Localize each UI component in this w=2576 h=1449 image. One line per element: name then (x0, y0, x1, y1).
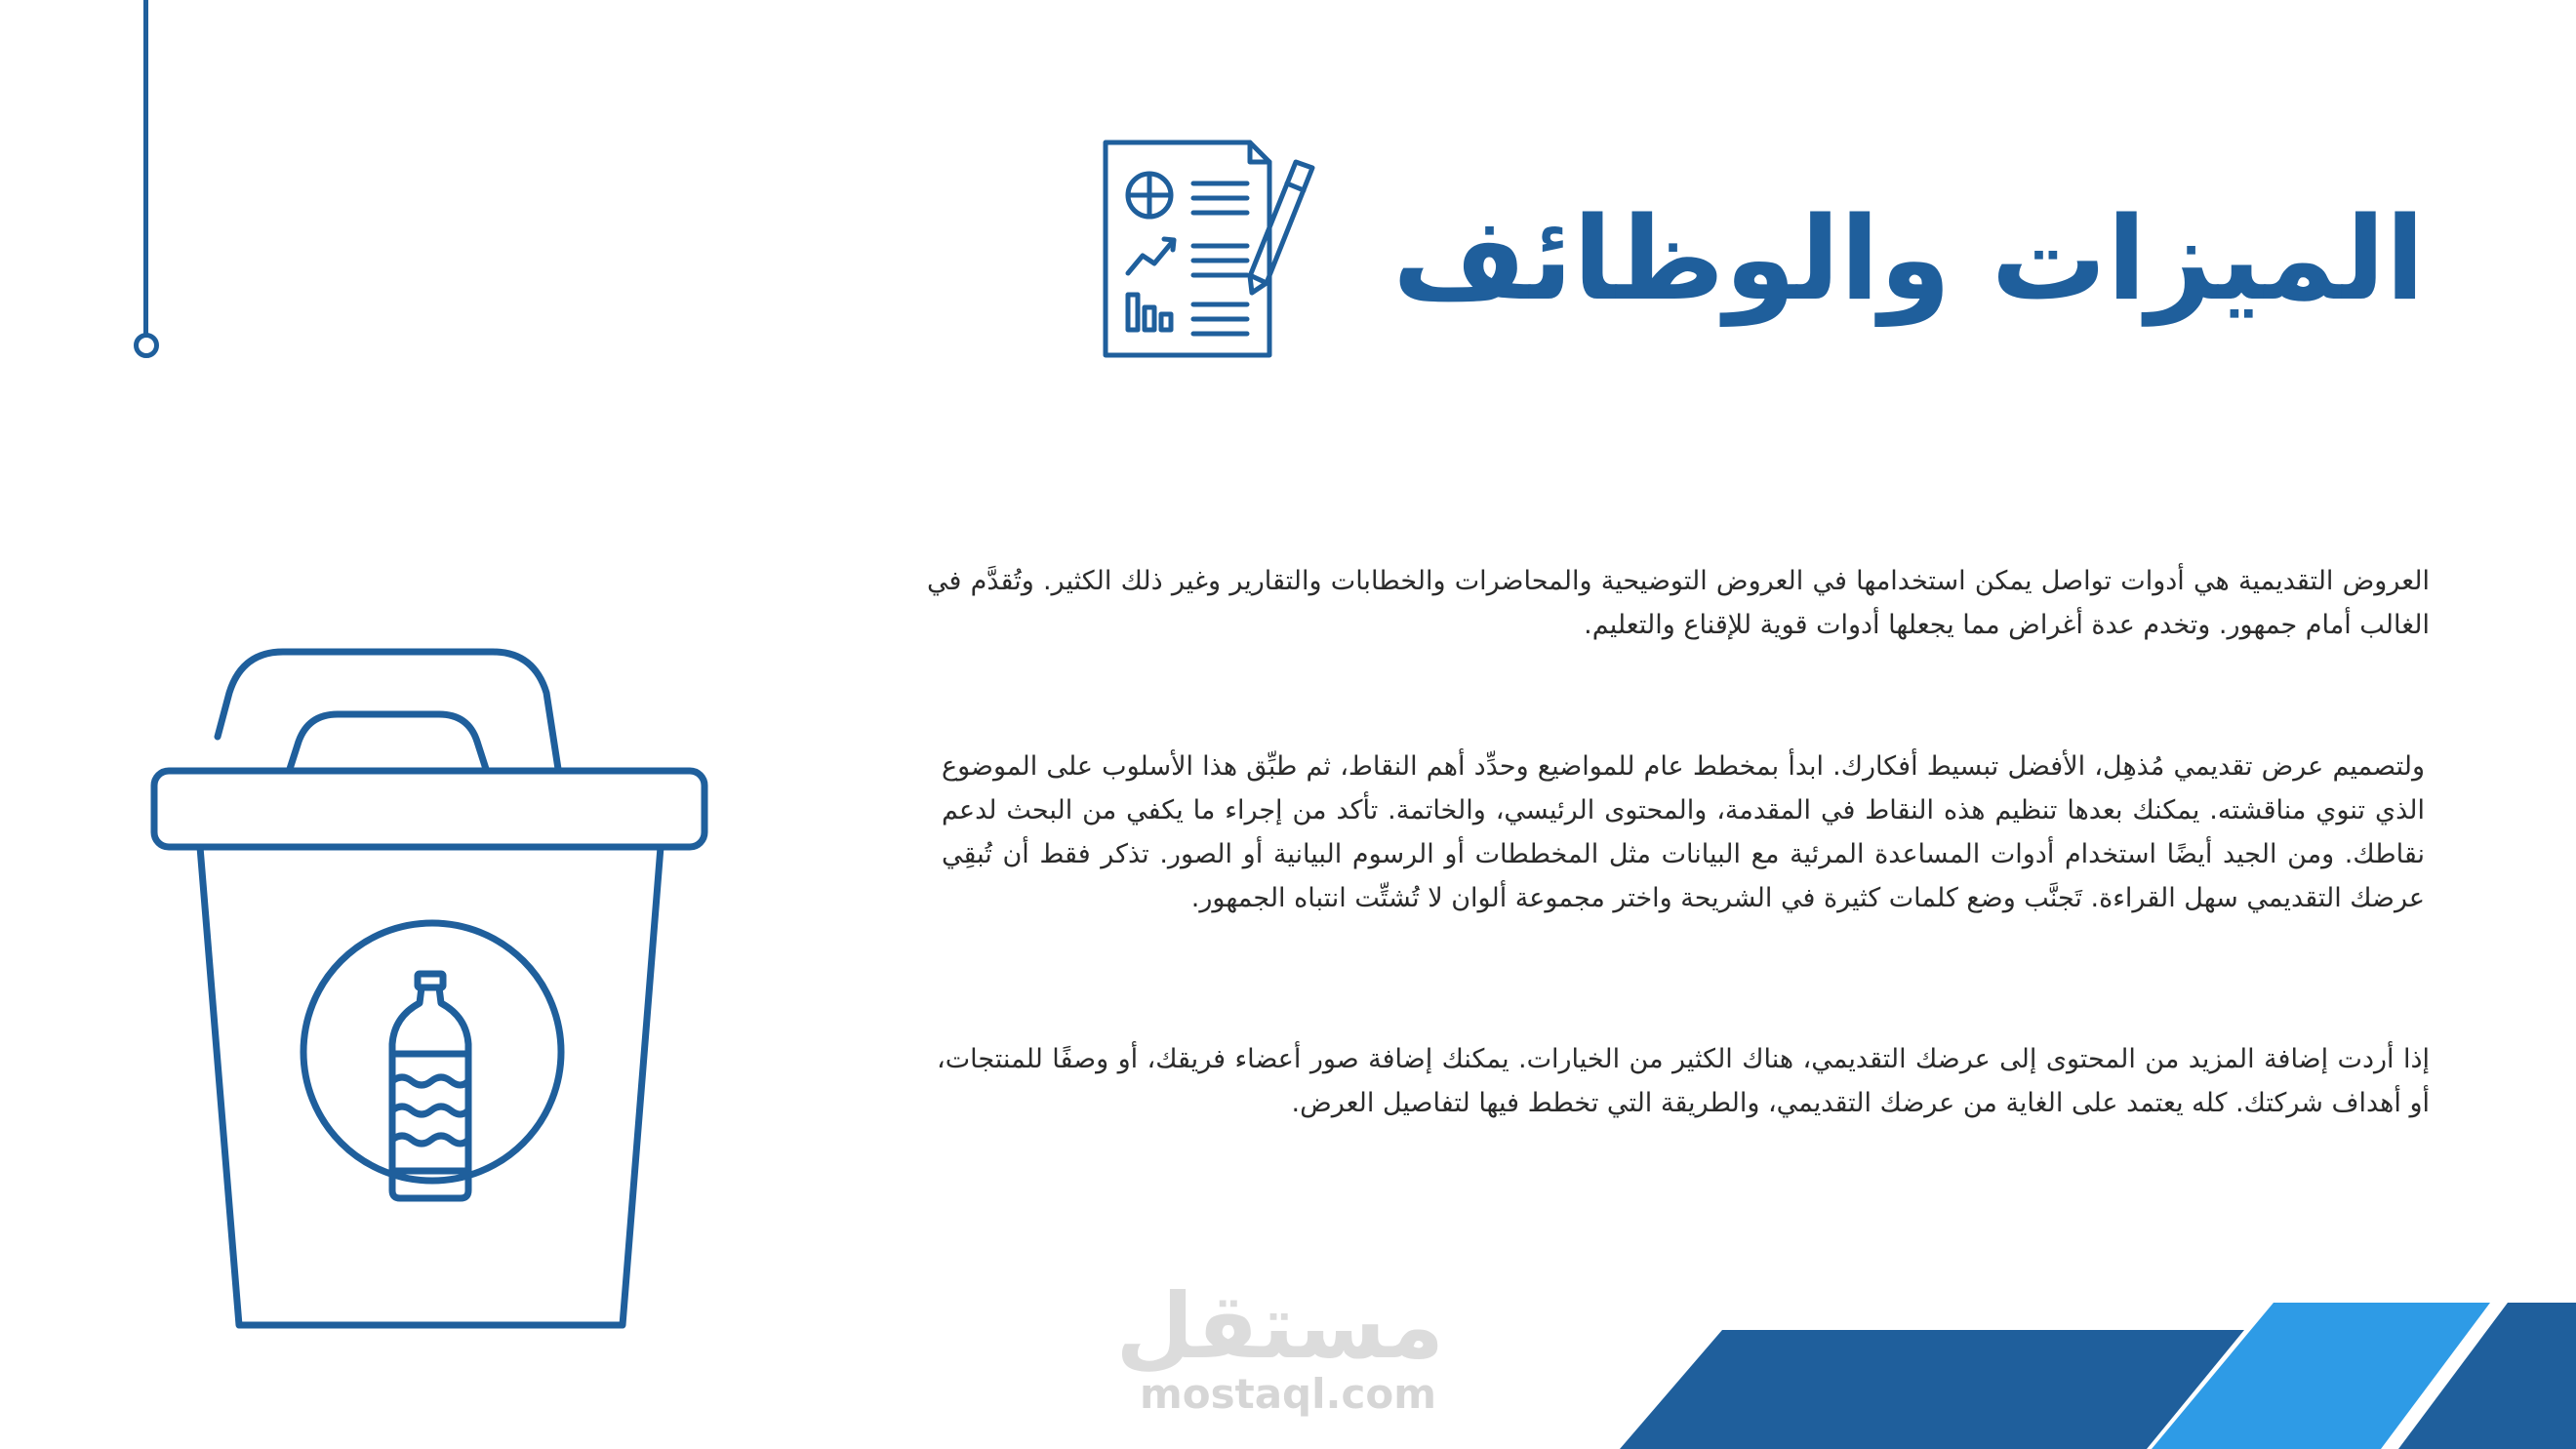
paragraph-intro: العروض التقديمية هي أدوات تواصل يمكن استخدامها في العروض التوضيحية والمحاضرات والخطابات والتقارير وغير ذلك الكثير. وتُقدَّم في الغالب أمام جمهور. وتخدم عدة أغراض مما يجعلها أدوات قوية للإقناع والتعليم. (927, 566, 2430, 640)
decorative-pin-dot (134, 333, 159, 358)
stripe-dark-1 (1620, 1330, 2244, 1449)
watermark-url: mostaql.com (1140, 1370, 1436, 1418)
recycle-bin-bottle-icon (146, 644, 712, 1337)
decorative-pin-line (143, 0, 148, 336)
watermark-logo: مستقل (1115, 1274, 1444, 1379)
stripe-dark-2 (2398, 1303, 2576, 1449)
paragraph-design: ولتصميم عرض تقديمي مُذهِل، الأفضل تبسيط أفكارك. ابدأ بمخطط عام للمواضيع وحدِّد أهم النقاط، ثم طبِّق هذا الأسلوب على الموضوع الذي تنوي مناقشته. يمكنك بعدها تنظيم هذه النقاط في المقدمة، والمحتوى الرئيسي، والخاتمة. تأكد من إجراء ما يكفي من البحث لدعم نقاطك. ومن الجيد أيضًا استخدام أدوات المساعدة المرئية مع البيانات مثل المخططات أو الرسوم البيانية أو الصور. تذكر فقط أن تُبقِي عرضك التقديمي سهل القراءة. تَجنَّب وضع كلمات كثيرة في الشريحة واختر مجموعة ألوان لا تُشتِّت انتباه الجمهور. (942, 751, 2425, 913)
slide-title: الميزات والوظائف (1392, 191, 2425, 326)
paragraph-more-content: إذا أردت إضافة المزيد من المحتوى إلى عرضك التقديمي، هناك الكثير من الخيارات. يمكنك إضافة صور أعضاء فريقك، أو وصفًا للمنتجات، أو أهداف شركتك. كله يعتمد على الغاية من عرضك التقديمي، والطريقة التي تخطط فيها لتفاصيل العرض. (937, 1044, 2430, 1118)
stripe-light (2152, 1303, 2490, 1449)
